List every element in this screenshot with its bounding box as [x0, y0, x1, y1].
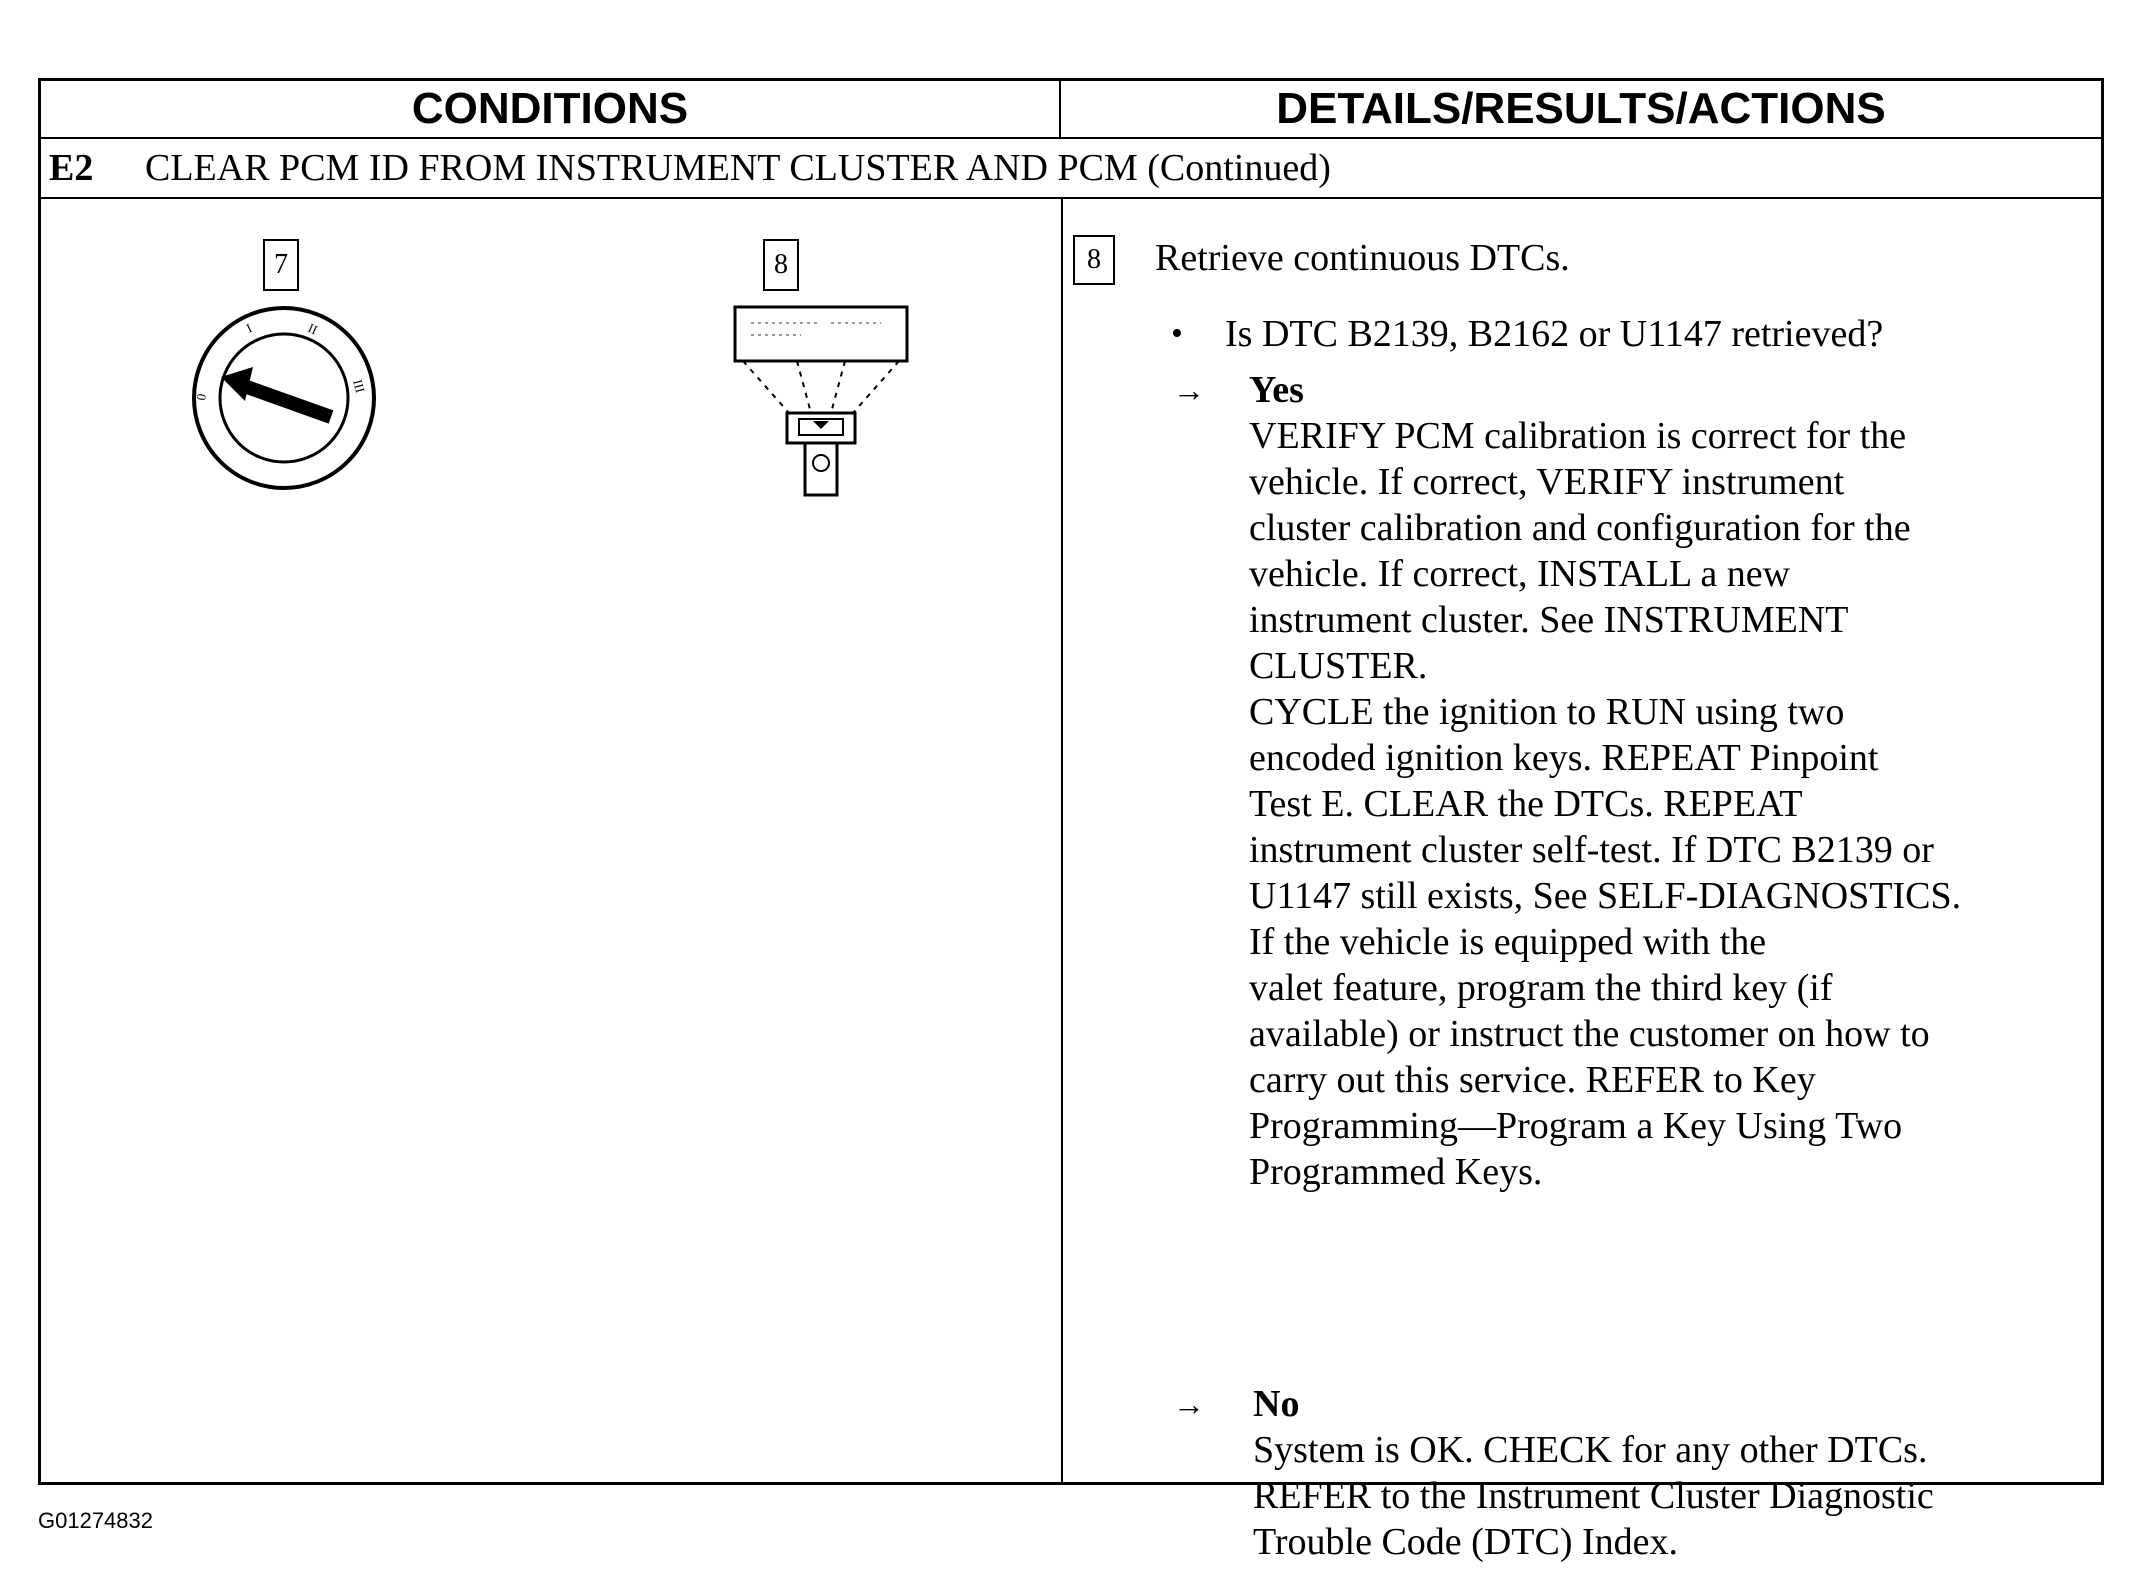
details-step-8-box: 8 — [1073, 235, 1115, 285]
yes-action-line: VERIFY PCM calibration is correct for the — [1249, 415, 1907, 457]
yes-label: Yes — [1249, 369, 1304, 411]
yes-action-line: vehicle. If correct, INSTALL a new — [1249, 553, 1791, 595]
step-instruction: Retrieve continuous DTCs. — [1155, 237, 1570, 279]
scan-tool-icon — [731, 303, 911, 503]
yes-action-line: cluster calibration and configuration for the — [1249, 507, 1911, 549]
step-question: Is DTC B2139, B2162 or U1147 retrieved? — [1225, 313, 1884, 355]
yes-arrow: → — [1173, 372, 1205, 408]
switch-mark-0: 0 — [193, 392, 210, 402]
yes-action-line: carry out this service. REFER to Key — [1249, 1059, 1816, 1101]
yes-action-line: vehicle. If correct, VERIFY instrument — [1249, 461, 1845, 503]
yes-action-line: instrument cluster self-test. If DTC B2139 or — [1249, 829, 1934, 871]
question-bullet: • — [1171, 315, 1183, 352]
yes-action-line: Test E. CLEAR the DTCs. REPEAT — [1249, 783, 1803, 825]
section-code: E2 — [49, 147, 94, 189]
no-action-line: Trouble Code (DTC) Index. — [1253, 1521, 1678, 1563]
section-title-row — [41, 137, 2101, 199]
figure-id: G01274832 — [38, 1508, 153, 1533]
yes-action-line: encoded ignition keys. REPEAT Pinpoint — [1249, 737, 1879, 779]
details-header: DETAILS/RESULTS/ACTIONS — [1276, 84, 1886, 133]
step-7-box: 7 — [263, 239, 299, 291]
yes-action-line: CLUSTER. — [1249, 645, 1428, 687]
yes-action-line: If the vehicle is equipped with the — [1249, 921, 1767, 963]
yes-action-line: Programmed Keys. — [1249, 1151, 1543, 1193]
switch-pointer — [221, 367, 331, 417]
ignition-switch-off-icon — [189, 303, 379, 493]
yes-action-line: U1147 still exists, See SELF-DIAGNOSTICS. — [1249, 875, 1962, 917]
no-label: No — [1253, 1383, 1300, 1425]
yes-action-line: Programming—Program a Key Using Two — [1249, 1105, 1903, 1147]
switch-mark-2: II — [305, 320, 320, 338]
step-8-box: 8 — [763, 239, 799, 291]
no-action-line: REFER to the Instrument Cluster Diagnostic — [1253, 1475, 1934, 1517]
yes-action-line: valet feature, program the third key (if — [1249, 967, 1833, 1009]
details-column — [1061, 199, 2101, 1563]
yes-action-line: CYCLE the ignition to RUN using two — [1249, 691, 1845, 733]
no-arrow: → — [1173, 1386, 1205, 1422]
switch-mark-3: III — [350, 377, 368, 395]
yes-action-line: instrument cluster. See INSTRUMENT — [1249, 599, 1849, 641]
no-action-line: System is OK. CHECK for any other DTCs. — [1253, 1429, 1928, 1471]
switch-mark-1: I — [243, 320, 255, 336]
conditions-header: CONDITIONS — [41, 81, 1061, 137]
section-title: CLEAR PCM ID FROM INSTRUMENT CLUSTER AND PCM (Continued) — [145, 147, 1331, 189]
yes-action-line: available) or instruct the customer on how to — [1249, 1013, 1930, 1055]
